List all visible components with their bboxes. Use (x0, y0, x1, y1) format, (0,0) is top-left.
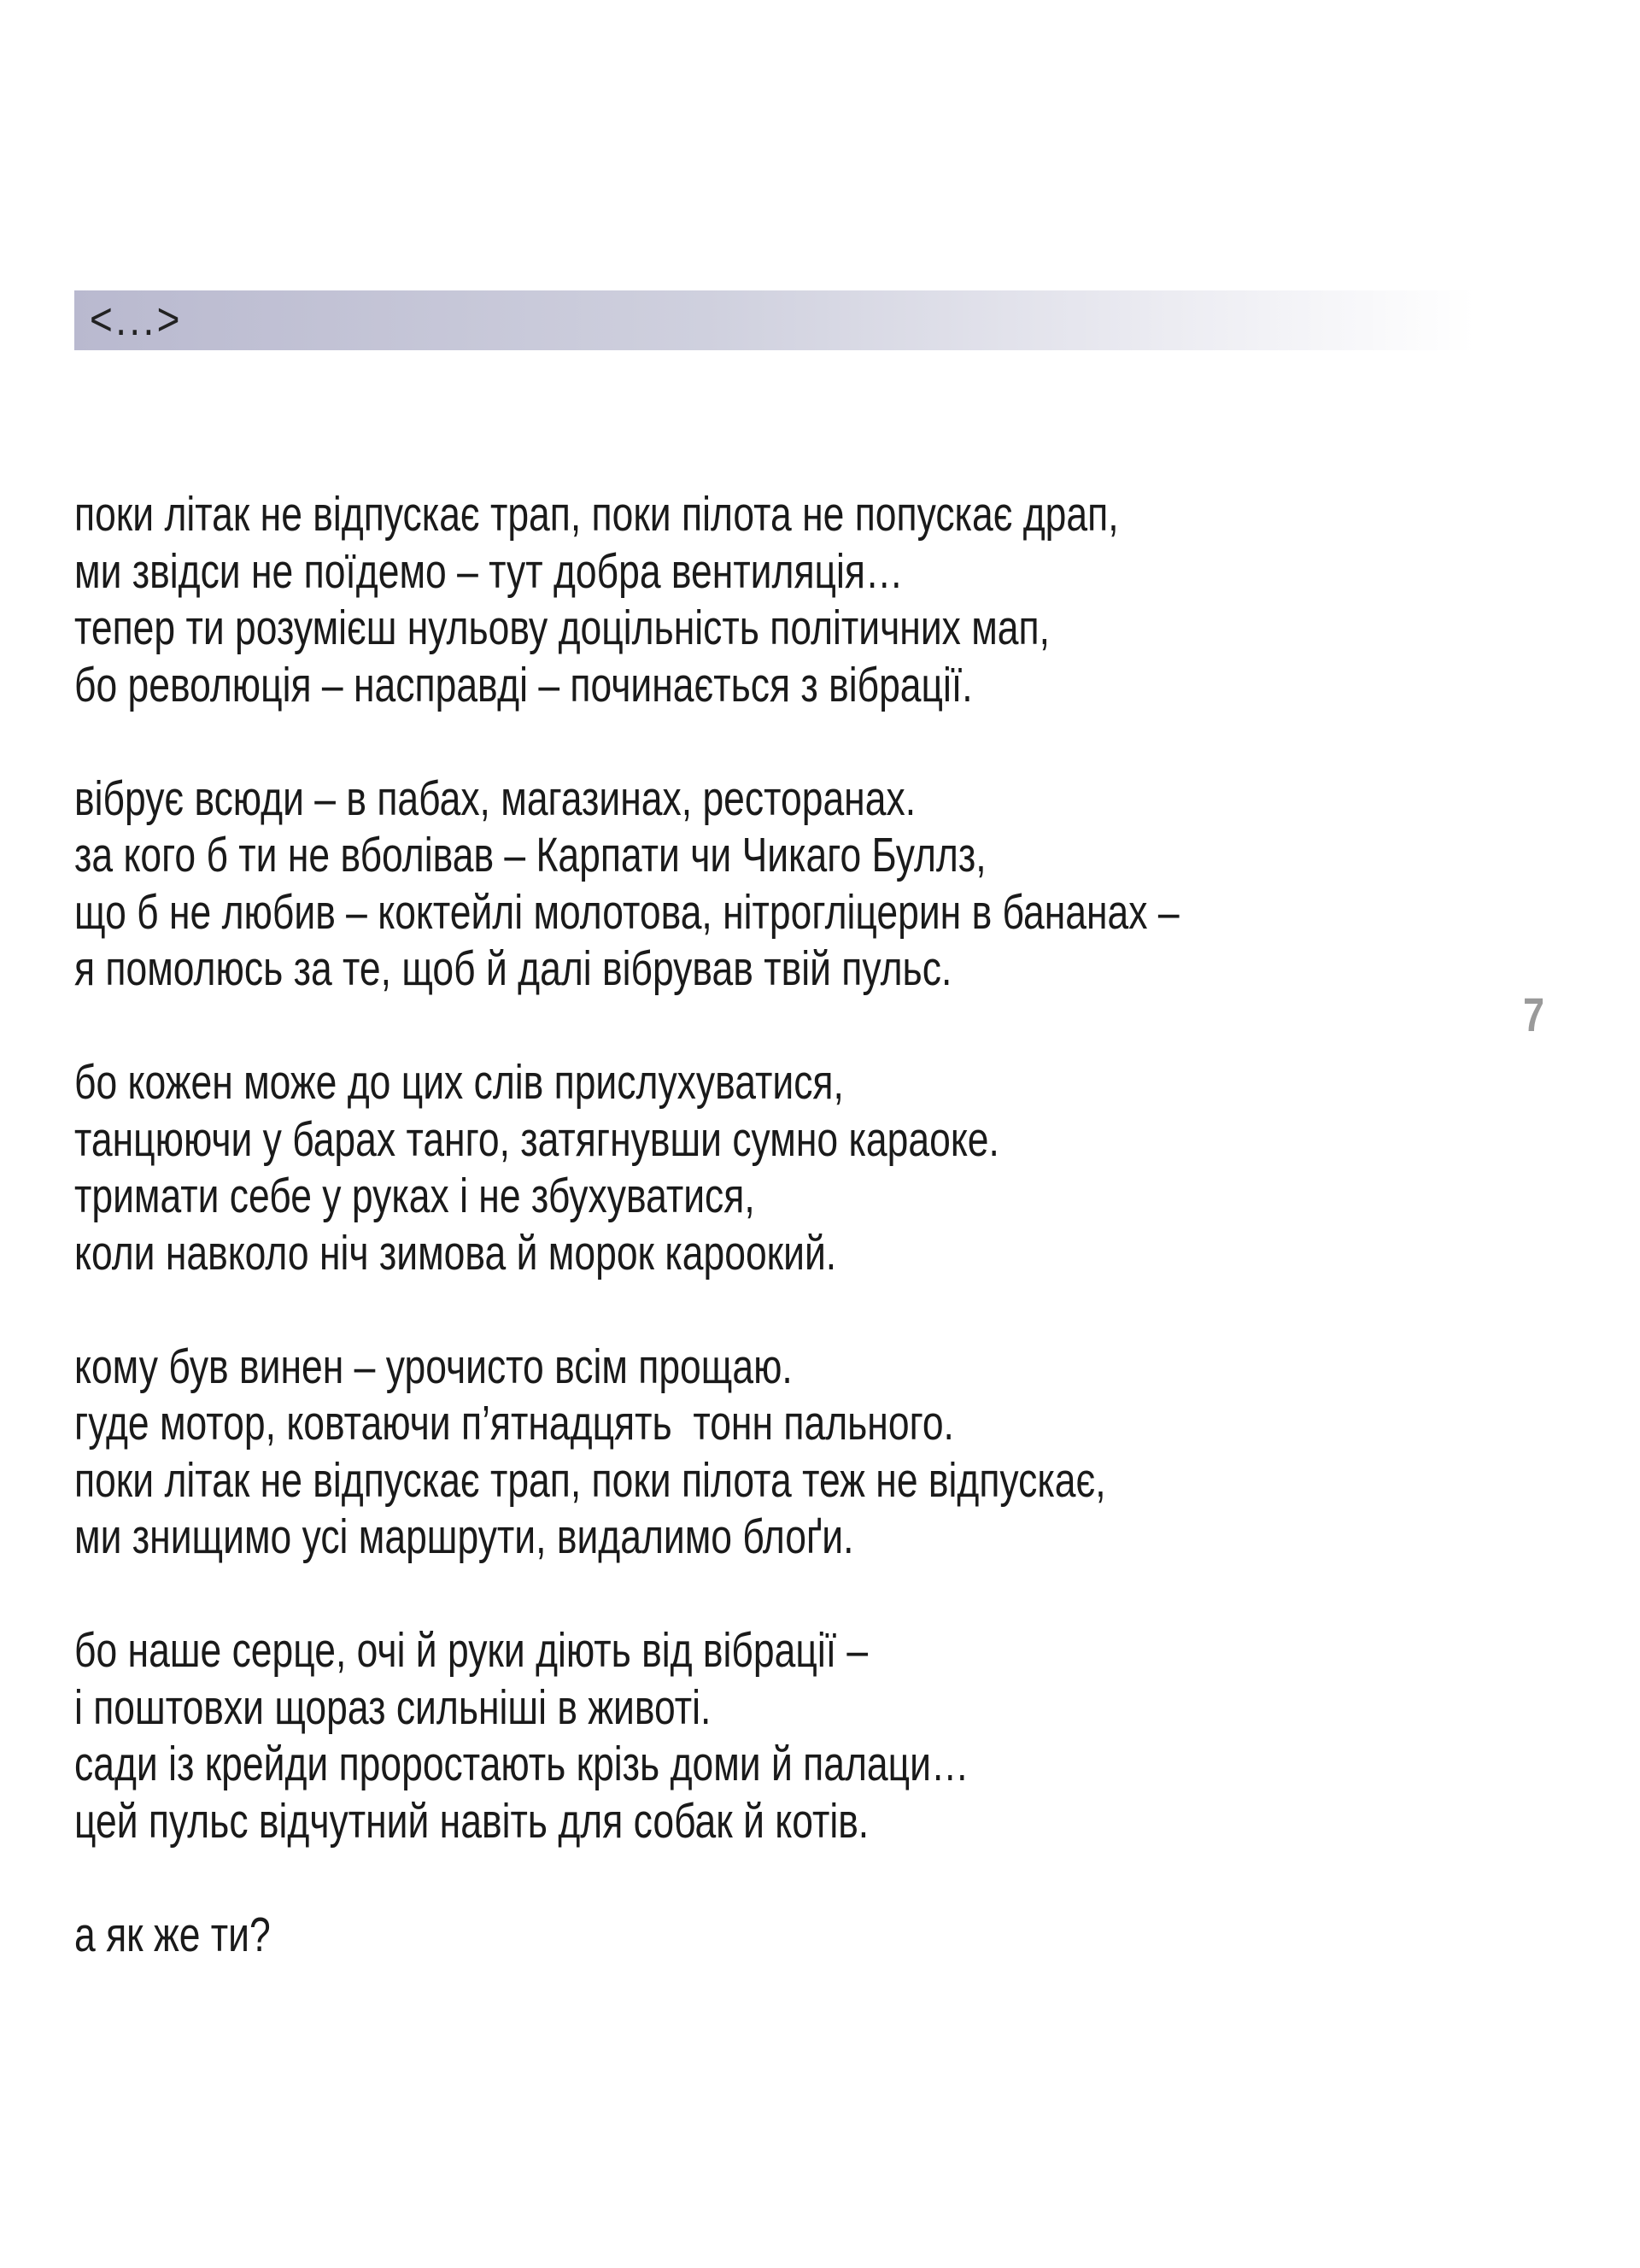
poem-line: а як же ти? (74, 1907, 271, 1962)
poem-line: за кого б ти не вболівав – Карпати чи Чикаго Буллз, (74, 828, 987, 882)
poem-line: тепер ти розумієш нульову доцільність політичних мап, (74, 601, 1050, 655)
poem-line: бо наше серце, очі й руки діють від вібрації – (74, 1623, 869, 1678)
poem-line: поки літак не відпускає трап, поки пілота не попускає драп, (74, 487, 1119, 542)
poem-line: коли навколо ніч зимова й морок кароокий. (74, 1225, 837, 1281)
poem-line: тримати себе у руках і не збухуватися, (74, 1169, 755, 1223)
poem-body (74, 486, 1526, 1963)
section-header-bar (74, 290, 1475, 350)
poem-line: бо революція – насправді – починається з вібрації. (74, 657, 973, 712)
page-number: 7 (1523, 987, 1545, 1041)
poem-line: вібрує всюди – в пабах, магазинах, ресторанах. (74, 771, 917, 826)
poem-line: я помолюсь за те, щоб й далі вібрував твій пульс. (74, 941, 952, 996)
stanza-gap (74, 1849, 1526, 1907)
poem-line: ми знищимо усі маршрути, видалимо блоґи. (74, 1509, 854, 1564)
poem-line: що б не любив – коктейлі молотова, нітрогліцерин в бананах – (74, 884, 1180, 940)
poem-line: сади із крейди проростають крізь доми й палаци… (74, 1737, 969, 1791)
poem-line: танцюючи у барах танго, затягнувши сумно караоке. (74, 1111, 999, 1167)
poem-line: цей пульс відчутний навіть для собак й котів. (74, 1793, 870, 1849)
poem-line: і поштовхи щораз сильніші в животі. (74, 1679, 712, 1735)
stanza-gap (74, 998, 1526, 1055)
stanza-gap (74, 713, 1526, 771)
poem-line: бо кожен може до цих слів прислухуватися, (74, 1055, 844, 1110)
stanza-gap (74, 1281, 1526, 1339)
ellipsis-mark: <...> (90, 294, 183, 345)
poem-line: поки літак не відпускає трап, поки пілота теж не відпускає, (74, 1452, 1106, 1508)
poem-line: гуде мотор, ковтаючи п’ятнадцять тонн пального. (74, 1396, 954, 1450)
poem-line: ми звідси не поїдемо – тут добра вентиляція… (74, 543, 904, 599)
stanza-gap (74, 1566, 1526, 1623)
poem-line: кому був винен – урочисто всім прощаю. (74, 1339, 793, 1394)
